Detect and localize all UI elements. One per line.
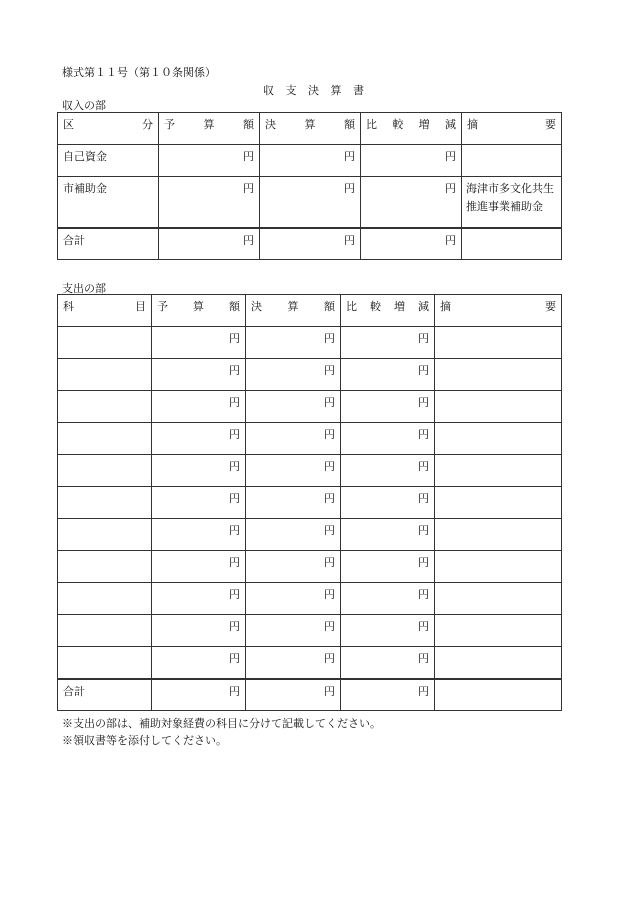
expense-label-cell: [58, 391, 152, 423]
budget-amount-cell: 円: [152, 391, 246, 423]
income-label-cell: 市補助金: [58, 177, 159, 228]
document-title: 収 支 決 算 書: [263, 84, 364, 97]
budget-amount-cell: 円: [152, 359, 246, 391]
income-table: [57, 112, 562, 260]
table-row: [58, 583, 562, 615]
header-char: 算: [287, 300, 299, 313]
expense-label-cell: [58, 487, 152, 519]
header-char: 予: [164, 118, 175, 131]
comparison-amount-cell: 円: [361, 145, 462, 177]
table-row: [58, 359, 562, 391]
total-row: [58, 679, 562, 711]
header-char: 目: [135, 300, 146, 313]
settlement-amount-cell: 円: [246, 615, 341, 647]
expense-label-cell: [58, 359, 152, 391]
header-char: 区: [63, 118, 74, 131]
comparison-amount-cell: 円: [341, 327, 435, 359]
income-label-cell: 合計: [58, 228, 159, 260]
remarks-cell: [435, 487, 562, 519]
header-char: 決: [251, 300, 262, 313]
column-header-budget: [159, 113, 260, 145]
expense-label-cell: [58, 647, 152, 679]
column-header-comparison: [361, 113, 462, 145]
note-expense-categories: ※支出の部は、補助対象経費の科目に分けて記載してください。: [62, 717, 381, 730]
note-attach-receipts: ※領収書等を添付してください。: [62, 734, 227, 747]
header-char: 減: [444, 118, 456, 131]
table-row: [58, 177, 562, 228]
header-row: [58, 295, 562, 327]
expense-section-label: 支出の部: [62, 282, 106, 295]
column-header-comparison: [341, 295, 435, 327]
header-char: 要: [545, 300, 556, 313]
table-row: [58, 391, 562, 423]
header-char: 比: [346, 300, 357, 313]
settlement-amount-cell: 円: [246, 391, 341, 423]
expense-label-cell: [58, 583, 152, 615]
budget-amount-cell: 円: [152, 679, 246, 711]
budget-amount-cell: 円: [152, 519, 246, 551]
settlement-amount-cell: 円: [246, 327, 341, 359]
budget-amount-cell: 円: [159, 228, 260, 260]
settlement-amount-cell: 円: [246, 679, 341, 711]
settlement-amount-cell: 円: [260, 177, 361, 228]
table-row: [58, 551, 562, 583]
comparison-amount-cell: 円: [341, 391, 435, 423]
comparison-amount-cell: 円: [341, 615, 435, 647]
comparison-amount-cell: 円: [341, 359, 435, 391]
comparison-amount-cell: 円: [341, 423, 435, 455]
column-header-category: [58, 113, 159, 145]
remarks-cell: [435, 679, 562, 711]
budget-amount-cell: 円: [152, 487, 246, 519]
total-row: [58, 228, 562, 260]
comparison-amount-cell: 円: [361, 177, 462, 228]
remarks-cell: [435, 391, 562, 423]
expense-label-cell: 合計: [58, 679, 152, 711]
table-row: [58, 327, 562, 359]
table-row: [58, 519, 562, 551]
remarks-cell: [435, 455, 562, 487]
remarks-cell: [435, 423, 562, 455]
budget-amount-cell: 円: [159, 177, 260, 228]
column-header-remarks: [435, 295, 562, 327]
settlement-amount-cell: 円: [246, 487, 341, 519]
comparison-amount-cell: 円: [341, 455, 435, 487]
comparison-amount-cell: 円: [341, 647, 435, 679]
settlement-amount-cell: 円: [246, 423, 341, 455]
settlement-amount-cell: 円: [260, 145, 361, 177]
settlement-amount-cell: 円: [260, 228, 361, 260]
remarks-cell: [435, 327, 562, 359]
table-row: [58, 647, 562, 679]
comparison-amount-cell: 円: [361, 228, 462, 260]
settlement-amount-cell: 円: [246, 583, 341, 615]
expense-table: [57, 294, 562, 711]
expense-label-cell: [58, 615, 152, 647]
settlement-amount-cell: 円: [246, 455, 341, 487]
column-header-category: [58, 295, 152, 327]
header-row: [58, 113, 562, 145]
header-char: 減: [418, 300, 429, 313]
budget-amount-cell: 円: [152, 455, 246, 487]
remarks-cell: [435, 551, 562, 583]
header-char: 較: [370, 300, 381, 313]
budget-amount-cell: 円: [152, 615, 246, 647]
comparison-amount-cell: 円: [341, 551, 435, 583]
expense-label-cell: [58, 519, 152, 551]
budget-amount-cell: 円: [152, 551, 246, 583]
header-char: 決: [265, 118, 276, 131]
remarks-cell: [435, 519, 562, 551]
column-header-budget: [152, 295, 246, 327]
header-char: 額: [344, 118, 355, 131]
budget-amount-cell: 円: [152, 583, 246, 615]
income-section-label: 収入の部: [62, 99, 106, 112]
header-char: 分: [142, 118, 153, 131]
settlement-amount-cell: 円: [246, 359, 341, 391]
budget-amount-cell: 円: [159, 145, 260, 177]
remarks-cell: [435, 583, 562, 615]
remarks-cell: [435, 359, 562, 391]
table-row: [58, 455, 562, 487]
header-char: 増: [394, 300, 405, 313]
table-row: [58, 145, 562, 177]
remarks-cell: [435, 647, 562, 679]
table-row: [58, 615, 562, 647]
settlement-amount-cell: 円: [246, 519, 341, 551]
header-char: 額: [243, 118, 254, 131]
column-header-settlement: [260, 113, 361, 145]
remarks-cell: 海津市多文化共生推進事業補助金: [462, 177, 562, 228]
comparison-amount-cell: 円: [341, 519, 435, 551]
expense-label-cell: [58, 551, 152, 583]
column-header-remarks: [462, 113, 562, 145]
header-char: 増: [418, 118, 430, 131]
remarks-cell: [462, 145, 562, 177]
remarks-cell: [462, 228, 562, 260]
expense-label-cell: [58, 423, 152, 455]
column-header-settlement: [246, 295, 341, 327]
header-char: 予: [157, 300, 168, 313]
comparison-amount-cell: 円: [341, 487, 435, 519]
header-char: 額: [229, 300, 240, 313]
header-char: 比: [366, 118, 377, 131]
budget-amount-cell: 円: [152, 647, 246, 679]
comparison-amount-cell: 円: [341, 583, 435, 615]
expense-label-cell: [58, 455, 152, 487]
income-label-cell: 自己資金: [58, 145, 159, 177]
header-char: 要: [545, 118, 556, 131]
header-char: 摘: [440, 300, 451, 313]
header-char: 算: [203, 118, 215, 131]
budget-amount-cell: 円: [152, 327, 246, 359]
form-number: 様式第１１号（第１０条関係）: [62, 66, 216, 79]
header-char: 較: [392, 118, 404, 131]
expense-label-cell: [58, 327, 152, 359]
header-char: 科: [63, 300, 74, 313]
header-char: 算: [193, 300, 204, 313]
table-row: [58, 487, 562, 519]
budget-amount-cell: 円: [152, 423, 246, 455]
table-row: [58, 423, 562, 455]
settlement-amount-cell: 円: [246, 551, 341, 583]
header-char: 算: [304, 118, 316, 131]
header-char: 摘: [467, 118, 478, 131]
header-char: 額: [324, 300, 335, 313]
comparison-amount-cell: 円: [341, 679, 435, 711]
remarks-cell: [435, 615, 562, 647]
settlement-amount-cell: 円: [246, 647, 341, 679]
